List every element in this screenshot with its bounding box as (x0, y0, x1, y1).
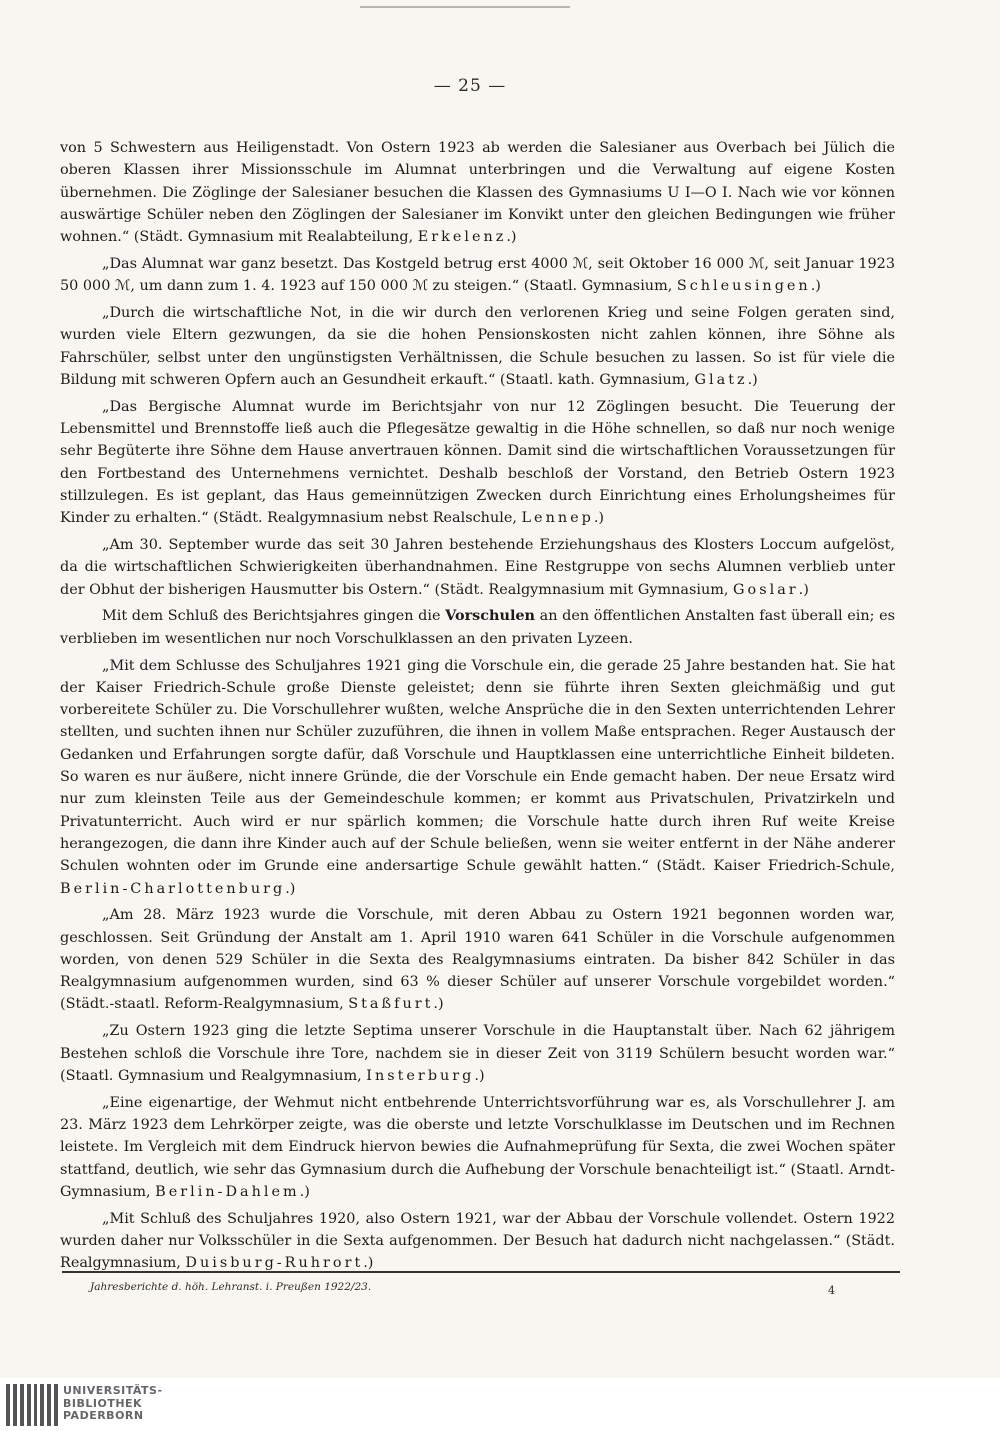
place-name: Erkelenz (417, 229, 507, 246)
paragraph (60, 253, 895, 298)
paragraph (60, 137, 895, 248)
text-run: an den öffentlichen Anstalten fast überall ein; es verblieben im wesentlichen nur noch Vorschulklassen an den privaten Lyzeen. (60, 608, 895, 647)
text-run: .) (810, 278, 821, 295)
paragraph (60, 904, 895, 1015)
text-run: .) (299, 1183, 310, 1200)
body-text (60, 137, 895, 1279)
paragraph (60, 1020, 895, 1087)
text-run: .) (285, 880, 296, 897)
paragraph (60, 534, 895, 601)
text-run: .) (433, 996, 444, 1013)
text-run: .) (363, 1255, 374, 1272)
library-name-line: UNIVERSITÄTS- (63, 1384, 163, 1397)
page-number: — 25 — (433, 76, 507, 96)
text-run: „Das Alumnat war ganz besetzt. Das Kostgeld betrug erst 4000 ℳ, seit Oktober 16 000 ℳ, seit Januar 1923 50 000 ℳ, um dann zum 1. 4. 1923 auf 150 000 ℳ zu steigen.“ (Staatl. Gymnasium, (60, 255, 895, 295)
library-name-line: BIBLIOTHEK (63, 1396, 143, 1410)
paragraph (60, 1208, 895, 1275)
place-name: Insterburg (366, 1067, 475, 1084)
text-run: .) (593, 510, 605, 527)
text-run: „Mit Schluß des Schuljahres 1920, also Ostern 1921, war der Abbau der Vorschule vollendet. Ostern 1922 wurden daher nur Volksschüler in die Sexta aufgenommen. Der Besuch hat dadurch nicht nachgelassen.“ (Städt. Realgymnasium, (60, 1210, 895, 1272)
footnote-rule (62, 1271, 900, 1273)
paragraph (60, 1092, 895, 1203)
emphasis-term: Vorschulen (445, 607, 536, 625)
text-run: „Das Bergische Alumnat wurde im Berichtsjahr von nur 12 Zöglingen besucht. Die Teuerung der Lebensmittel und Brennstoffe ließ auch die Pflegesätze gewaltig in die Höhe schnellen, so daß nur noch wenige sehr Begüterte ihre Söhne dem Hause anvertrauen können. Damit sind die wirtschaftlichen Voraussetzungen für den Fortbestand des Unternehmens vernichtet. Deshalb beschloß der Vorstand, den Betrieb Ostern 1923 stillzulegen. Es ist geplant, das Haus gemeinnützigen Zwecken durch Einrichtung eines Erholungsheimes für Kinder zu erhalten.“ (Städt. Realgymnasium nebst Realschule, (60, 398, 895, 527)
place-name: Schleusingen (676, 278, 811, 295)
text-run: Mit dem Schluß des Berichtsjahres gingen die (102, 608, 446, 625)
place-name: Goslar (733, 581, 799, 598)
place-name: Duisburg-Ruhrort (185, 1255, 364, 1272)
text-run: „Durch die wirtschaftliche Not, in die wir durch den verlorenen Krieg und seine Folgen geraten sind, wurden viele Eltern gezwungen, da sie die hohen Pensionskosten nicht zahlen können, ihre Söhne als Fahrschüler, selbst unter den ungünstigsten Verhältnissen, die Schule besuchen zu lassen. So ist für viele die Bildung mit schweren Opfern auch an Gesundheit erkauft.“ (Staatl. kath. Gymnasium, (60, 305, 895, 388)
text-run: „Am 30. September wurde das seit 30 Jahren bestehende Erziehungshaus des Klosters Loccum aufgelöst, da die wirtschaftlichen Schwierigkeiten überhandnahmen. Eine Restgruppe von sechs Alumnen verblieb unter der Obhut der bisherigen Hausmutter bis Ostern.“ (Städt. Realgymnasium mit Gymnasium, (60, 537, 895, 598)
place-name: Berlin-Dahlem (155, 1183, 300, 1200)
library-logo-icon (6, 1384, 58, 1426)
text-run: „Zu Ostern 1923 ging die letzte Septima unserer Vorschule in die Hauptanstalt über. Nach 62 jährigem Bestehen schloß die Vorschule ihre Tore, nachdem sie in dieser Zeit von 3119 Schülern besucht worden war.“ (Staatl. Gymnasium und Realgymnasium, (60, 1023, 895, 1084)
text-run: .) (798, 581, 809, 598)
text-run: „Eine eigenartige, der Wehmut nicht entbehrende Unterrichtsvorführung war es, als Vorschullehrer J. am 23. März 1923 dem Lehrkörper zeigte, was die oberste und letzte Vorschulklasse im Deutschen und im Rechnen leistete. Im Vergleich mit dem Eindruck hiervon bewies die Aufnahmeprüfung für Sexta, die zwei Wochen später stattfand, deutlich, wie sehr das Gymnasium durch die Aufhebung der Vorschule benachteiligt ist.“ (Staatl. Arndt-Gymnasium, (60, 1094, 895, 1200)
scan-edge-mark (360, 6, 570, 8)
place-name: Lennep (521, 510, 594, 527)
text-run: .) (747, 371, 758, 388)
place-name: Staßfurt (348, 996, 434, 1013)
text-run: .) (474, 1067, 485, 1084)
text-run: „Mit dem Schlusse des Schuljahres 1921 ging die Vorschule ein, die gerade 25 Jahre bestanden hat. Sie hat der Kaiser Friedrich-Schule große Dienste geleistet; denn sie führte ihren Sexten gleichmäßig und gut vorbereitete Schüler zu. Die Vorschullehrer wußten, welche Ansprüche die in den Sexten unterrichtenden Lehrer stellten, und suchten ihnen nur Schüler zuzuführen, die ihnen in vollem Maße entsprachen. Reger Austausch der Gedanken und Erfahrungen sorgte dafür, daß Vorschule und Hauptklassen eine unterrichtliche Einheit bildeten. So waren es nur äußere, nicht innere Gründe, die der Vorschule ein Ende gemacht haben. Der neue Ersatz wird nur zum kleinsten Teile aus der Gemeindeschule kommen; er kommt aus Privatschulen, Privatzirkeln und Privatunterricht. Auch wird er nur spärlich kommen; die Vorschule hatte durch ihren Ruf weite Kreise herangezogen, die dann ihre Kinder auch auf der Schule beließen, wenn sie weiter entfernt in der Nähe anderer Schulen wohnten oder im Grunde eine andersartige Schule gewählt hatten.“ (Städt. Kaiser Friedrich-Schule, (60, 657, 895, 875)
library-name (63, 1385, 163, 1423)
footnote: Jahresberichte d. höh. Lehranst. i. Preußen 1922/23. (90, 1281, 372, 1293)
text-run: von 5 Schwestern aus Heiligenstadt. Von Ostern 1923 ab werden die Salesianer aus Overbach bei Jülich die oberen Klassen ihrer Missionsschule im Alumnat unterbringen und die Verwaltung auf eigene Kosten übernehmen. Die Zöglinge der Salesianer besuchen die Klassen des Gymnasiums U I—O I. Nach wie vor können auswärtige Schüler neben den Zöglingen der Salesianer im Konvikt unter den gleichen Bedingungen wie früher wohnen.“ (Städt. Gymnasium mit Realabteilung, (60, 140, 895, 246)
place-name: Glatz (694, 371, 748, 388)
text-run: „Am 28. März 1923 wurde die Vorschule, mit deren Abbau zu Ostern 1921 begonnen worden war, geschlossen. Seit Gründung der Anstalt am 1. April 1910 waren 641 Schüler in die Vorschule aufgenommen worden, von denen 529 Schüler in die Sexta des Realgymnasiums eintraten. Da bisher 842 Schüler in das Realgymnasium aufgenommen wurden, sind 63 % dieser Schüler auf unserer Vorschule vorgebildet worden.“ (Städt.-staatl. Reform-Realgymnasium, (60, 907, 895, 1013)
library-name-line: PADERBORN (63, 1409, 144, 1422)
sheet-number: 4 (828, 1284, 835, 1297)
paragraph (60, 605, 895, 650)
paragraph (60, 396, 895, 530)
text-run: .) (506, 229, 517, 246)
paragraph (60, 302, 895, 391)
paragraph (60, 655, 895, 900)
place-name: Berlin-Charlottenburg (60, 880, 286, 897)
